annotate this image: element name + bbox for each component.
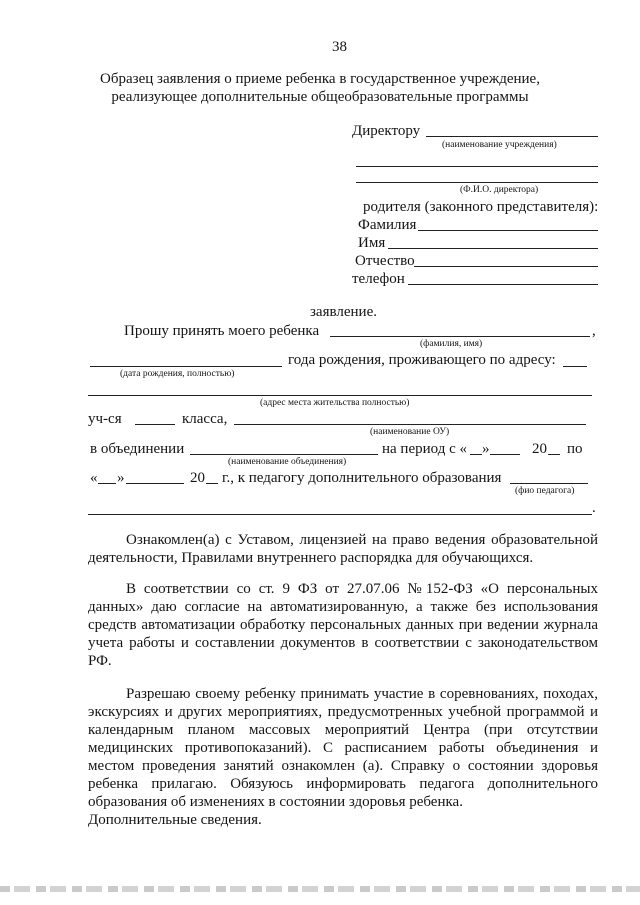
paragraph-1-line-2: деятельности, Правилами внутреннего распорядка для обучающихся. — [88, 550, 534, 566]
end-month-line — [126, 483, 184, 484]
paragraph-3-line-1: Разрешаю своему ребенку принимать участие в соревнованиях, походах, — [126, 686, 598, 702]
title-line-1: Образец заявления о приеме ребенка в государственное учреждение, — [100, 71, 540, 87]
patronymic-label: Отчество — [355, 253, 415, 269]
school-line — [234, 424, 586, 425]
start-year-prefix: 20 — [532, 441, 547, 457]
end-day-line — [98, 483, 116, 484]
end-year-prefix: 20 — [190, 470, 205, 486]
paragraph-3-line-7: образования об изменениях в состоянии здоровья ребенка. — [88, 794, 463, 810]
phone-label: телефон — [352, 271, 405, 287]
end-close-quote: » — [117, 470, 125, 486]
name-line — [388, 248, 598, 249]
birthdate-line — [90, 366, 282, 367]
birthdate-hint: (дата рождения, полностью) — [120, 369, 235, 379]
paragraph-3-line-3: календарным планом массовых мероприятий Центра (при отсутствии — [88, 722, 598, 738]
period-start-text: на период с « — [382, 441, 468, 457]
extra-info-label: Дополнительные сведения. — [88, 812, 262, 828]
surname-label: Фамилия — [358, 217, 417, 233]
title-line-2: реализующее дополнительные общеобразовательные программы — [111, 89, 529, 105]
paragraph-2-line-5: РФ. — [88, 653, 112, 669]
paragraph-3-line-4: медицинских противопоказаний). С расписанием работы объединения и — [88, 740, 598, 756]
student-label: уч-ся — [88, 411, 122, 427]
phone-line — [408, 284, 598, 285]
teacher-line — [510, 483, 588, 484]
paragraph-2-line-2: данных» даю согласие на автоматизированную, а также без использования — [88, 599, 598, 615]
director-fio-line — [356, 182, 598, 183]
surname-line — [418, 230, 598, 231]
address-hint: (адрес места жительства полностью) — [260, 398, 410, 408]
institution-line — [356, 166, 598, 167]
club-label: в объединении — [90, 441, 185, 457]
birth-text: года рождения, проживающего по адресу: — [288, 352, 556, 368]
scan-edge-artifact — [0, 886, 640, 892]
club-line — [190, 454, 378, 455]
request-text: Прошу принять моего ребенка — [124, 323, 320, 339]
extra-line-dot: . — [592, 500, 596, 516]
paragraph-2-line-1: В соответствии со ст. 9 ФЗ от 27.07.06 №152-ФЗ «О персональных — [126, 581, 598, 597]
grade-line — [135, 424, 175, 425]
start-year-line — [548, 454, 560, 455]
name-label: Имя — [358, 235, 386, 251]
institution-hint: (наименование учреждения) — [442, 140, 557, 150]
start-month-line — [490, 454, 520, 455]
address-start-line — [563, 366, 587, 367]
end-open-quote: « — [90, 470, 98, 486]
child-name-line — [330, 336, 590, 337]
extra-line — [88, 514, 592, 515]
director-fio-hint: (Ф.И.О. директора) — [460, 185, 539, 195]
period-by: по — [567, 441, 583, 457]
paragraph-3-line-5: местом проведения занятий ознакомлен (а). Справку о состоянии здоровья — [88, 758, 598, 774]
paragraph-2-line-4: учета работы и составлении документов в соответствии с законодательством — [88, 635, 598, 651]
start-day-line — [470, 454, 482, 455]
grade-label: класса, — [182, 411, 228, 427]
request-comma: , — [592, 323, 596, 339]
end-year-line — [206, 483, 218, 484]
club-hint: (наименование объединения) — [228, 457, 347, 467]
director-label: Директору — [352, 123, 421, 139]
teacher-hint: (фио педагога) — [515, 486, 575, 496]
paragraph-3-line-2: экскурсиях и других мероприятиях, предусмотренных учебной программой и — [88, 704, 598, 720]
patronymic-line — [414, 266, 598, 267]
paragraph-3-line-6: ребенка прилагаю. Обязуюсь информировать педагога дополнительного — [88, 776, 598, 792]
address-line — [88, 395, 592, 396]
director-line — [426, 136, 598, 137]
paragraph-1-line-1: Ознакомлен(а) с Уставом, лицензией на право ведения образовательной — [126, 532, 598, 548]
paragraph-2-line-3: средств автоматизации обработку персональных данных при ведении журнала — [88, 617, 598, 633]
child-name-hint: (фамилия, имя) — [420, 339, 483, 349]
period-mid-quote: » — [482, 441, 490, 457]
school-hint: (наименование ОУ) — [370, 427, 450, 437]
teacher-text: г., к педагогу дополнительного образования — [222, 470, 502, 486]
page-number: 38 — [332, 39, 347, 55]
application-heading: заявление. — [310, 304, 377, 320]
parent-label: родителя (законного представителя): — [363, 199, 599, 215]
